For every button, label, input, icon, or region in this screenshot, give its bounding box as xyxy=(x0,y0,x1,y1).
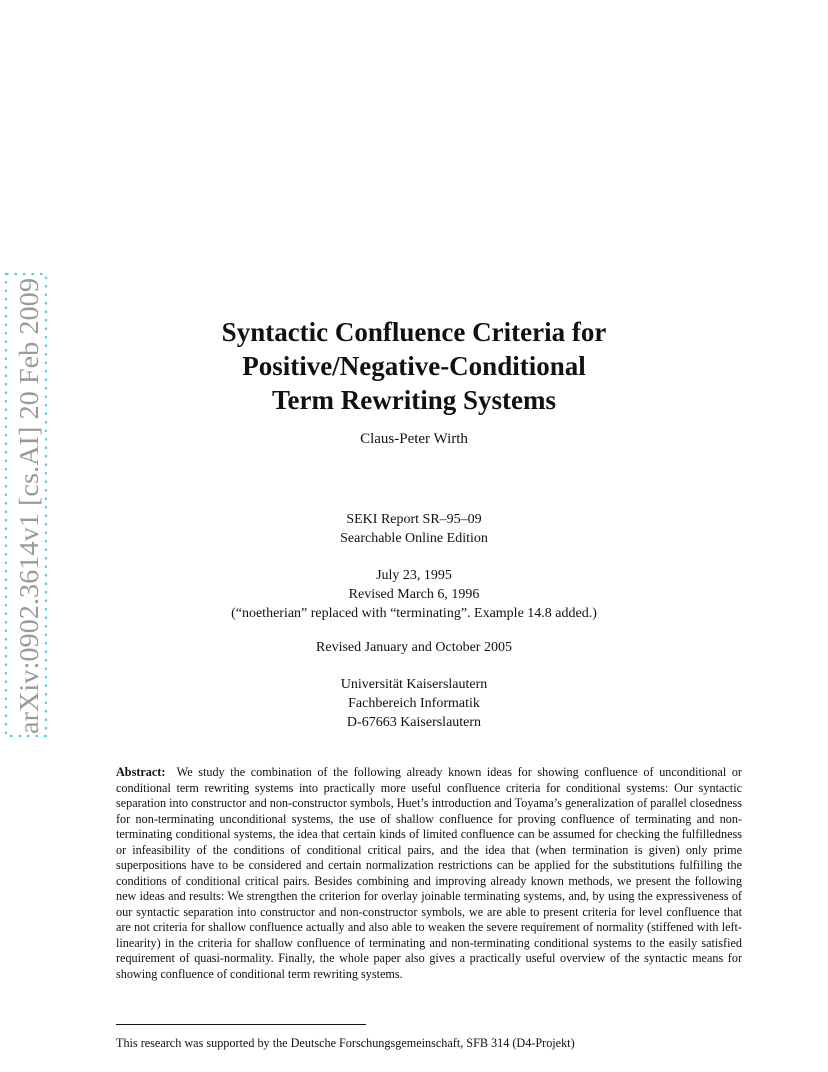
report-edition: Searchable Online Edition xyxy=(340,531,488,546)
report-number: SEKI Report SR–95–09 xyxy=(346,512,482,527)
revised-date-2: Revised January and October 2005 xyxy=(316,640,512,655)
title-line-1: Syntactic Confluence Criteria for xyxy=(221,317,607,347)
title-line-2: Positive/Negative-Conditional xyxy=(242,351,586,381)
original-date: July 23, 1995 xyxy=(376,568,452,583)
affiliation xyxy=(0,675,828,732)
revised-date: Revised March 6, 1996 xyxy=(348,587,480,602)
affiliation-university: Universität Kaiserslautern xyxy=(340,677,488,692)
arxiv-stamp-text: arXiv:0902.3614v1 [cs.AI] 20 Feb 2009 xyxy=(14,299,44,734)
footnote-rule xyxy=(116,1024,366,1025)
revised-2005 xyxy=(0,638,828,657)
footnote: This research was supported by the Deutsche Forschungsgemeinschaft, SFB 314 (D4-Projekt) xyxy=(116,1036,575,1050)
title-line-3: Term Rewriting Systems xyxy=(272,385,556,415)
report-info xyxy=(0,510,828,548)
affiliation-department: Fachbereich Informatik xyxy=(348,696,480,711)
affiliation-address: D-67663 Kaiserslautern xyxy=(346,715,482,730)
abstract xyxy=(116,765,742,982)
paper-title xyxy=(0,315,828,417)
abstract-text: We study the combination of the following already known ideas for showing confluence of unconditional or conditional term rewriting systems into practically more useful confluence criteria for conditional systems: Our syntactic separation into constructor and non-constructor symbols, Huet’s introduction and Toyama’s generalization of parallel closedness for non-terminating unconditional systems, the use of shallow confluence for proving confluence of terminating and non-terminating conditional systems, the idea that certain kinds of limited confluence can be assumed for checking the fulfilledness or infeasibility of the conditions of conditional critical pairs, and the idea that (when termination is given) only prime superpositions have to be considered and certain normalization restrictions can be applied for the substitutions fulfilling the conditions of conditional critical pairs. Besides combining and improving already known methods, we present the following new ideas and results: We strengthen the criterion for overlay joinable terminating systems, and, by using the expressiveness of our syntactic separation into constructor and non-constructor symbols, we are able to present criteria for level confluence that are not criteria for shallow confluence actually and also able to weaken the severe requirement of normality (stiffened with left-linearity) in the criteria for shallow confluence of terminating and non-terminating conditional systems to the easily satisfied requirement of quasi-normality. Finally, the whole paper also gives a practically useful overview of the syntactic means for showing confluence of conditional term rewriting systems. xyxy=(116,765,742,981)
date-info xyxy=(0,566,828,623)
abstract-label: Abstract: xyxy=(116,765,166,779)
author: Claus-Peter Wirth xyxy=(360,431,468,447)
revision-note: (“noetherian” replaced with “terminating”. Example 14.8 added.) xyxy=(231,606,597,621)
